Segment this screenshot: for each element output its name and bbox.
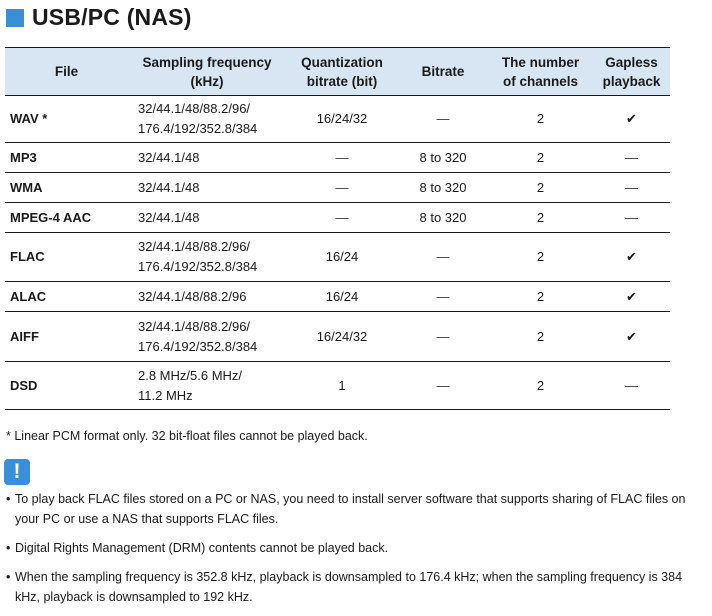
cell-gapless: — [593,143,670,173]
table-row [5,362,670,410]
cell-frequency: 2.8 MHz/5.6 MHz/ 11.2 MHz [128,362,286,410]
table-row [5,233,670,282]
cell-channels: 2 [488,312,593,362]
check-icon: ✔ [593,233,670,282]
cell-quantization: 1 [286,362,398,410]
cell-file: MPEG-4 AAC [5,203,128,233]
cell-bitrate: 8 to 320 [398,203,488,233]
cell-file: DSD [5,362,128,410]
header-channels: The number of channels [488,48,593,96]
table-row [5,96,670,143]
table-row [5,203,670,233]
table-row [5,312,670,362]
cell-bitrate: 8 to 320 [398,173,488,203]
cell-file: WMA [5,173,128,203]
cell-gapless: — [593,203,670,233]
cell-quantization: 16/24/32 [286,96,398,143]
cell-frequency: 32/44.1/48/88.2/96/ 176.4/192/352.8/384 [128,233,286,282]
header-gapless: Gapless playback [593,48,670,96]
cell-channels: 2 [488,203,593,233]
list-item: • Digital Rights Management (DRM) contents cannot be played back. [6,541,389,555]
section-marker-icon [6,9,24,27]
table-row [5,173,670,203]
table-header-row [5,48,670,96]
table-row [5,282,670,312]
cell-bitrate: — [398,312,488,362]
header-bitrate: Bitrate [398,48,488,96]
cell-frequency: 32/44.1/48 [128,203,286,233]
cell-frequency: 32/44.1/48/88.2/96 [128,282,286,312]
header-quantization: Quantization bitrate (bit) [286,48,398,96]
cell-file: WAV * [5,96,128,143]
cell-bitrate: — [398,96,488,143]
cell-bitrate: — [398,233,488,282]
cell-quantization: — [286,203,398,233]
cell-quantization: 16/24 [286,282,398,312]
table-row [5,143,670,173]
header-file: File [5,48,128,96]
check-icon: ✔ [593,312,670,362]
cell-channels: 2 [488,362,593,410]
cell-frequency: 32/44.1/48 [128,143,286,173]
cell-channels: 2 [488,173,593,203]
section-heading [6,3,192,31]
cell-quantization: — [286,143,398,173]
cell-frequency: 32/44.1/48 [128,173,286,203]
cell-bitrate: — [398,362,488,410]
cell-file: FLAC [5,233,128,282]
cell-channels: 2 [488,233,593,282]
cell-frequency: 32/44.1/48/88.2/96/ 176.4/192/352.8/384 [128,96,286,143]
cell-frequency: 32/44.1/48/88.2/96/ 176.4/192/352.8/384 [128,312,286,362]
format-spec-table [5,47,670,410]
cell-channels: 2 [488,282,593,312]
cell-quantization: 16/24/32 [286,312,398,362]
cell-gapless: — [593,362,670,410]
cell-file: ALAC [5,282,128,312]
check-icon: ✔ [593,282,670,312]
cell-quantization: — [286,173,398,203]
notes-list [6,489,696,616]
cell-quantization: 16/24 [286,233,398,282]
list-item: • When the sampling frequency is 352.8 kHz, playback is downsampled to 176.4 kHz; when the sampling frequency is 384 kHz, playback is downsampled to 192 kHz. [6,570,683,604]
cell-bitrate: — [398,282,488,312]
footnote: * Linear PCM format only. 32 bit-float files cannot be played back. [6,429,368,443]
cell-file: MP3 [5,143,128,173]
note-exclamation-icon: ! [4,459,30,485]
cell-bitrate: 8 to 320 [398,143,488,173]
list-item: • To play back FLAC files stored on a PC or NAS, you need to install server software that supports sharing of FLAC files on your PC or use a NAS that supports FLAC files. [6,492,686,526]
header-sampling-frequency: Sampling frequency (kHz) [128,48,286,96]
cell-channels: 2 [488,96,593,143]
cell-file: AIFF [5,312,128,362]
cell-gapless: — [593,173,670,203]
section-title: USB/PC (NAS) [32,3,192,30]
cell-channels: 2 [488,143,593,173]
check-icon: ✔ [593,96,670,143]
